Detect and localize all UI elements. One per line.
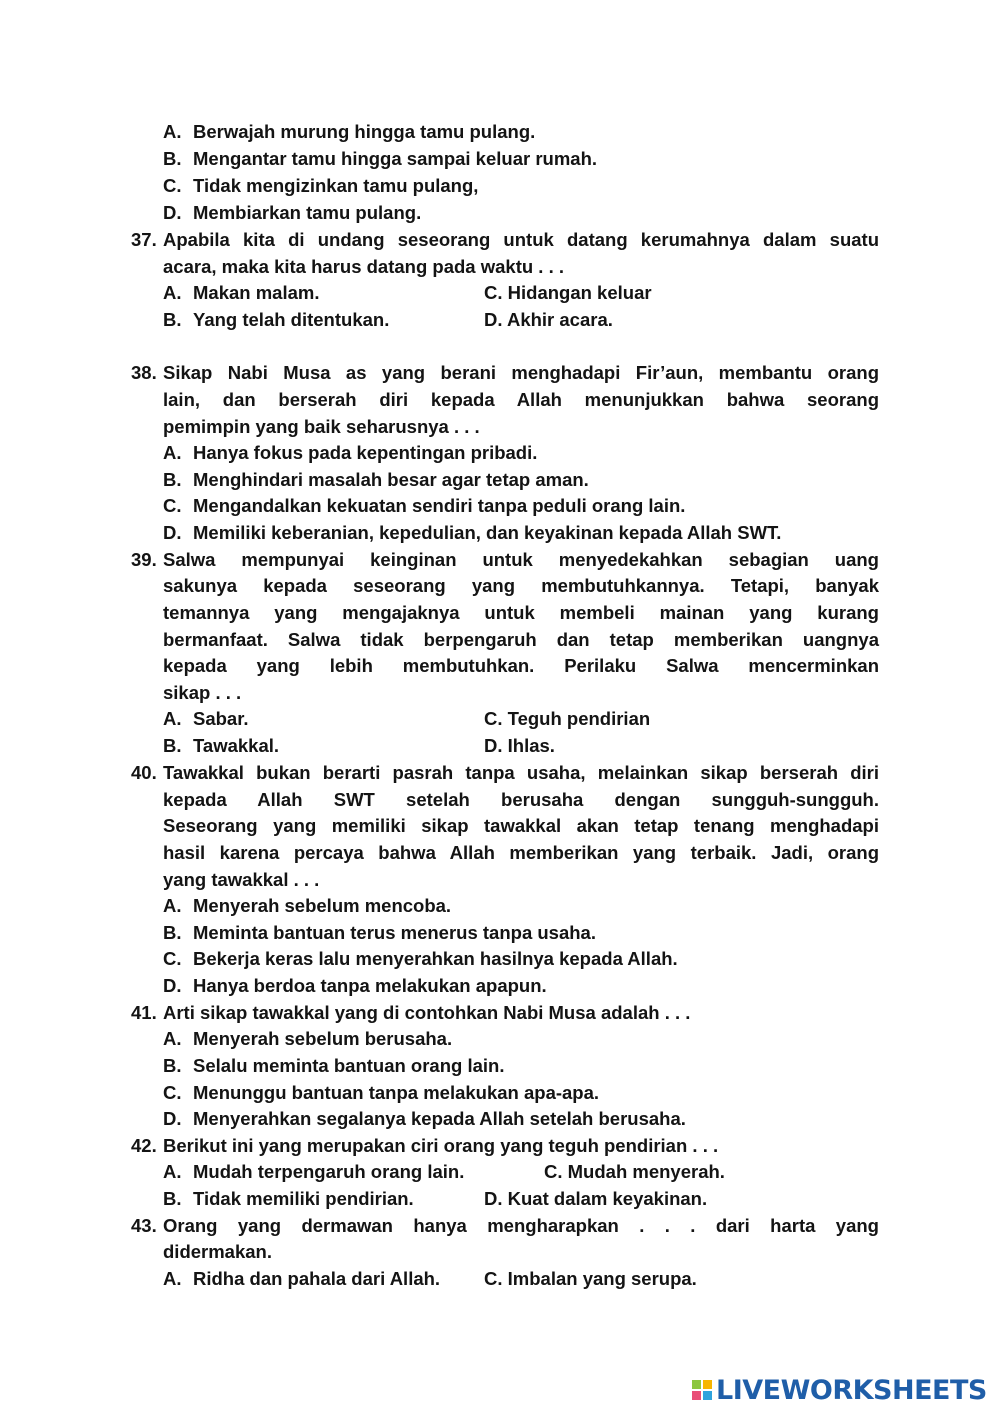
q37-number: 37.	[131, 229, 157, 250]
q42-option-d: D. Kuat dalam keyakinan.	[484, 1188, 708, 1209]
q40-option-d: D. Hanya berdoa tanpa melakukan apapun.	[163, 975, 547, 996]
q43-number: 43.	[131, 1215, 157, 1236]
q38-option-d: D. Memiliki keberanian, kepedulian, dan keyakinan kepada Allah SWT.	[163, 522, 782, 543]
q39-question-line-6: sikap . . .	[163, 682, 242, 703]
q39-option-b: B. Tawakkal.	[163, 735, 280, 756]
q37-option-b: B. Yang telah ditentukan.	[163, 309, 390, 330]
q39-question-line-3: temannya yang mengajaknya untuk membeli mainan yang kurang	[163, 602, 879, 623]
q40-question-line-5: yang tawakkal . . .	[163, 869, 320, 890]
q40-question-line-4: hasil karena percaya bahwa Allah memberikan yang terbaik. Jadi, orang	[163, 842, 879, 863]
q38-question-line-2: lain, dan berserah diri kepada Allah menunjukkan bahwa seorang	[163, 389, 879, 410]
q37-option-d: D. Akhir acara.	[484, 309, 613, 330]
q37-question-line-1: Apabila kita di undang seseorang untuk datang kerumahnya dalam suatu	[163, 229, 879, 250]
q39-number: 39.	[131, 549, 157, 570]
q38-question-line-3: pemimpin yang baik seharusnya . . .	[163, 416, 480, 437]
q38-option-c: C. Mengandalkan kekuatan sendiri tanpa peduli orang lain.	[163, 495, 686, 516]
q40-option-a: A. Menyerah sebelum mencoba.	[163, 895, 452, 916]
q40-option-c: C. Bekerja keras lalu menyerahkan hasilnya kepada Allah.	[163, 948, 678, 969]
q43-question-line-1: Orang yang dermawan hanya mengharapkan . . . dari harta yang	[163, 1215, 879, 1236]
logo-square-1	[692, 1380, 701, 1389]
q37-question-line-2: acara, maka kita harus datang pada waktu . . .	[163, 256, 564, 277]
q40-question-line-2: kepada Allah SWT setelah berusaha dengan sungguh-sungguh.	[163, 789, 879, 810]
q41-option-c: C. Menunggu bantuan tanpa melakukan apa-apa.	[163, 1082, 600, 1103]
q38-option-a: A. Hanya fokus pada kepentingan pribadi.	[163, 442, 538, 463]
q39-option-c: C. Teguh pendirian	[484, 708, 651, 729]
q36-option-c: C. Tidak mengizinkan tamu pulang,	[163, 175, 479, 196]
q38-number: 38.	[131, 362, 157, 383]
q36-option-a: A. Berwajah murung hingga tamu pulang.	[163, 121, 536, 142]
logo-square-2	[703, 1380, 712, 1389]
q43-question-line-2: didermakan.	[163, 1241, 272, 1262]
liveworksheets-logo-icon	[692, 1380, 712, 1400]
q43-option-c: C. Imbalan yang serupa.	[484, 1268, 697, 1289]
logo-square-4	[703, 1391, 712, 1400]
q41-option-b: B. Selalu meminta bantuan orang lain.	[163, 1055, 505, 1076]
q42-option-b: B. Tidak memiliki pendirian.	[163, 1188, 414, 1209]
q40-number: 40.	[131, 762, 157, 783]
q40-question-line-3: Seseorang yang memiliki sikap tawakkal akan tetap tenang menghadapi	[163, 815, 879, 836]
q42-option-c: C. Mudah menyerah.	[544, 1161, 725, 1182]
q41-option-d: D. Menyerahkan segalanya kepada Allah setelah berusaha.	[163, 1108, 686, 1129]
q39-question-line-1: Salwa mempunyai keinginan untuk menyedekahkan sebagian uang	[163, 549, 879, 570]
q42-option-a: A. Mudah terpengaruh orang lain.	[163, 1161, 465, 1182]
logo-square-3	[692, 1391, 701, 1400]
q37-option-c: C. Hidangan keluar	[484, 282, 652, 303]
liveworksheets-logo[interactable]	[692, 1373, 987, 1407]
q37-option-a: A. Makan malam.	[163, 282, 320, 303]
q41-option-a: A. Menyerah sebelum berusaha.	[163, 1028, 453, 1049]
q43-option-a: A. Ridha dan pahala dari Allah.	[163, 1268, 441, 1289]
q42-number: 42.	[131, 1135, 157, 1156]
q39-question-line-5: kepada yang lebih membutuhkan. Perilaku Salwa mencerminkan	[163, 655, 879, 676]
q39-option-a: A. Sabar.	[163, 708, 249, 729]
q36-option-b: B. Mengantar tamu hingga sampai keluar rumah.	[163, 148, 598, 169]
q41-question-line-1: Arti sikap tawakkal yang di contohkan Nabi Musa adalah . . .	[163, 1002, 691, 1023]
q38-question-line-1: Sikap Nabi Musa as yang berani menghadapi Fir’aun, membantu orang	[163, 362, 879, 383]
q38-option-b: B. Menghindari masalah besar agar tetap aman.	[163, 469, 589, 490]
q40-question-line-1: Tawakkal bukan berarti pasrah tanpa usaha, melainkan sikap berserah diri	[163, 762, 879, 783]
q36-option-d: D. Membiarkan tamu pulang.	[163, 202, 422, 223]
q39-question-line-4: bermanfaat. Salwa tidak berpengaruh dan tetap memberikan uangnya	[163, 629, 879, 650]
q39-option-d: D. Ihlas.	[484, 735, 555, 756]
q39-question-line-2: sakunya kepada seseorang yang membutuhkannya. Tetapi, banyak	[163, 575, 879, 596]
q42-question-line-1: Berikut ini yang merupakan ciri orang yang teguh pendirian . . .	[163, 1135, 719, 1156]
q41-number: 41.	[131, 1002, 157, 1023]
liveworksheets-logo-text: LIVEWORKSHEETS	[716, 1374, 987, 1406]
q40-option-b: B. Meminta bantuan terus menerus tanpa usaha.	[163, 922, 596, 943]
